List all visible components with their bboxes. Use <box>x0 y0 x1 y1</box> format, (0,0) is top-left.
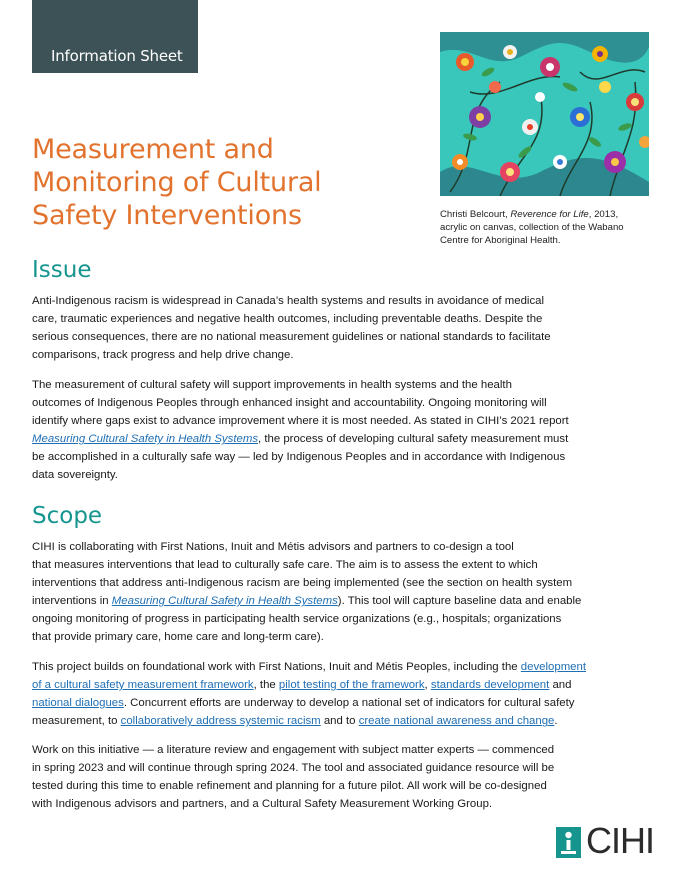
caption-artist: Christi Belcourt, <box>440 209 511 220</box>
text-line: identify where gaps exist to advance improvement where it is most needed. As stated in CIHI’s 2021 report <box>32 415 569 428</box>
caption-text: , 2013, <box>588 209 619 220</box>
artwork-caption <box>440 208 655 247</box>
standards-development-link[interactable]: standards development <box>430 679 550 692</box>
text-segment: and to <box>320 715 359 728</box>
text-line: that measures interventions that lead to culturally safe care. The aim is to assess the extent to which <box>32 559 538 572</box>
scope-heading: Scope <box>32 503 103 529</box>
issue-paragraph-1 <box>32 292 644 364</box>
caption-text: Centre for Aboriginal Health. <box>440 235 561 246</box>
text-segment: . <box>554 715 558 728</box>
text-segment: This project builds on foundational work with First Nations, Inuit and Métis Peoples, including the <box>32 661 521 673</box>
report-link[interactable]: Measuring Cultural Safety in Health Systems <box>111 595 338 608</box>
text-line: comparisons, track progress and help drive change. <box>32 349 294 362</box>
cihi-logo-text: CIHI <box>586 820 654 861</box>
text-line: The measurement of cultural safety will support improvements in health systems and the health <box>32 379 512 391</box>
text-line: in spring 2023 and will continue through spring 2024. The tool and associated guidance resource will be <box>32 762 555 775</box>
text-line: that provide primary care, home care and long-term care). <box>32 631 324 644</box>
text-segment: , the <box>253 679 279 692</box>
cihi-logo-mark-icon <box>556 827 581 858</box>
text-segment: measurement, to <box>32 715 121 728</box>
text-line: serious consequences, there are no national measurement guidelines or national standards to facilitate <box>32 331 551 344</box>
text-line: Anti-Indigenous racism is widespread in Canada’s health systems and results in avoidance of medical <box>32 295 545 307</box>
title-line: Safety Interventions <box>32 200 302 231</box>
text-line: be accomplished in a culturally safe way — led by Indigenous Peoples and in accordance with Indigenous <box>32 451 566 464</box>
text-segment: , the process of developing cultural safety measurement must <box>258 433 569 446</box>
text-line: care, traumatic experiences and negative health outcomes, including preventable deaths. Despite the <box>32 313 543 326</box>
text-line: ongoing monitoring of progress in participating health service organizations (e.g., hospitals; organizations <box>32 613 562 626</box>
scope-paragraph-1 <box>32 538 644 647</box>
information-sheet-tab <box>32 0 198 73</box>
text-line: tested during this time to enable refinement and planning for a future pilot. All work will be co-designed <box>32 780 547 793</box>
artwork-image <box>440 32 649 196</box>
text-segment: , <box>424 679 431 692</box>
caption-work-title: Reverence for Life <box>510 209 589 220</box>
systemic-racism-link[interactable]: collaboratively address systemic racism <box>120 715 321 728</box>
text-segment: interventions in <box>32 595 112 608</box>
text-line: with Indigenous advisors and partners, and a Cultural Safety Measurement Working Group. <box>32 798 493 811</box>
report-link[interactable]: Measuring Cultural Safety in Health Systems <box>32 433 259 446</box>
text-line: outcomes of Indigenous Peoples through enhanced insight and accountability. Ongoing monitoring will <box>32 397 547 410</box>
caption-text: acrylic on canvas, collection of the Wabano <box>440 222 624 233</box>
title-line: Measurement and <box>32 134 274 165</box>
development-link[interactable]: development <box>520 661 587 673</box>
issue-heading: Issue <box>32 257 92 283</box>
cihi-logo <box>556 820 660 861</box>
title-line: Monitoring of Cultural <box>32 167 322 198</box>
issue-paragraph-2 <box>32 376 644 485</box>
scope-paragraph-3 <box>32 741 644 813</box>
awareness-change-link[interactable]: create national awareness and change <box>358 715 555 728</box>
text-segment: . Concurrent efforts are underway to develop a national set of indicators for cultural safety <box>123 697 575 710</box>
pilot-testing-link[interactable]: pilot testing of the framework <box>278 679 425 692</box>
text-line: data sovereignty. <box>32 469 118 482</box>
framework-link[interactable]: of a cultural safety measurement framework <box>32 679 254 692</box>
text-segment: and <box>549 679 572 692</box>
page-title <box>32 133 412 232</box>
scope-paragraph-2 <box>32 658 644 730</box>
text-line: interventions that address anti-Indigenous racism are being implemented (see the section on health system <box>32 577 573 590</box>
text-line: CIHI is collaborating with First Nations, Inuit and Métis advisors and partners to co-design a tool <box>32 541 514 553</box>
tab-label: Information Sheet <box>51 47 183 65</box>
text-line: Work on this initiative — a literature review and engagement with subject matter experts — commenced <box>32 744 555 756</box>
national-dialogues-link[interactable]: national dialogues <box>32 697 124 710</box>
text-segment: ). This tool will capture baseline data and enable <box>337 595 582 608</box>
